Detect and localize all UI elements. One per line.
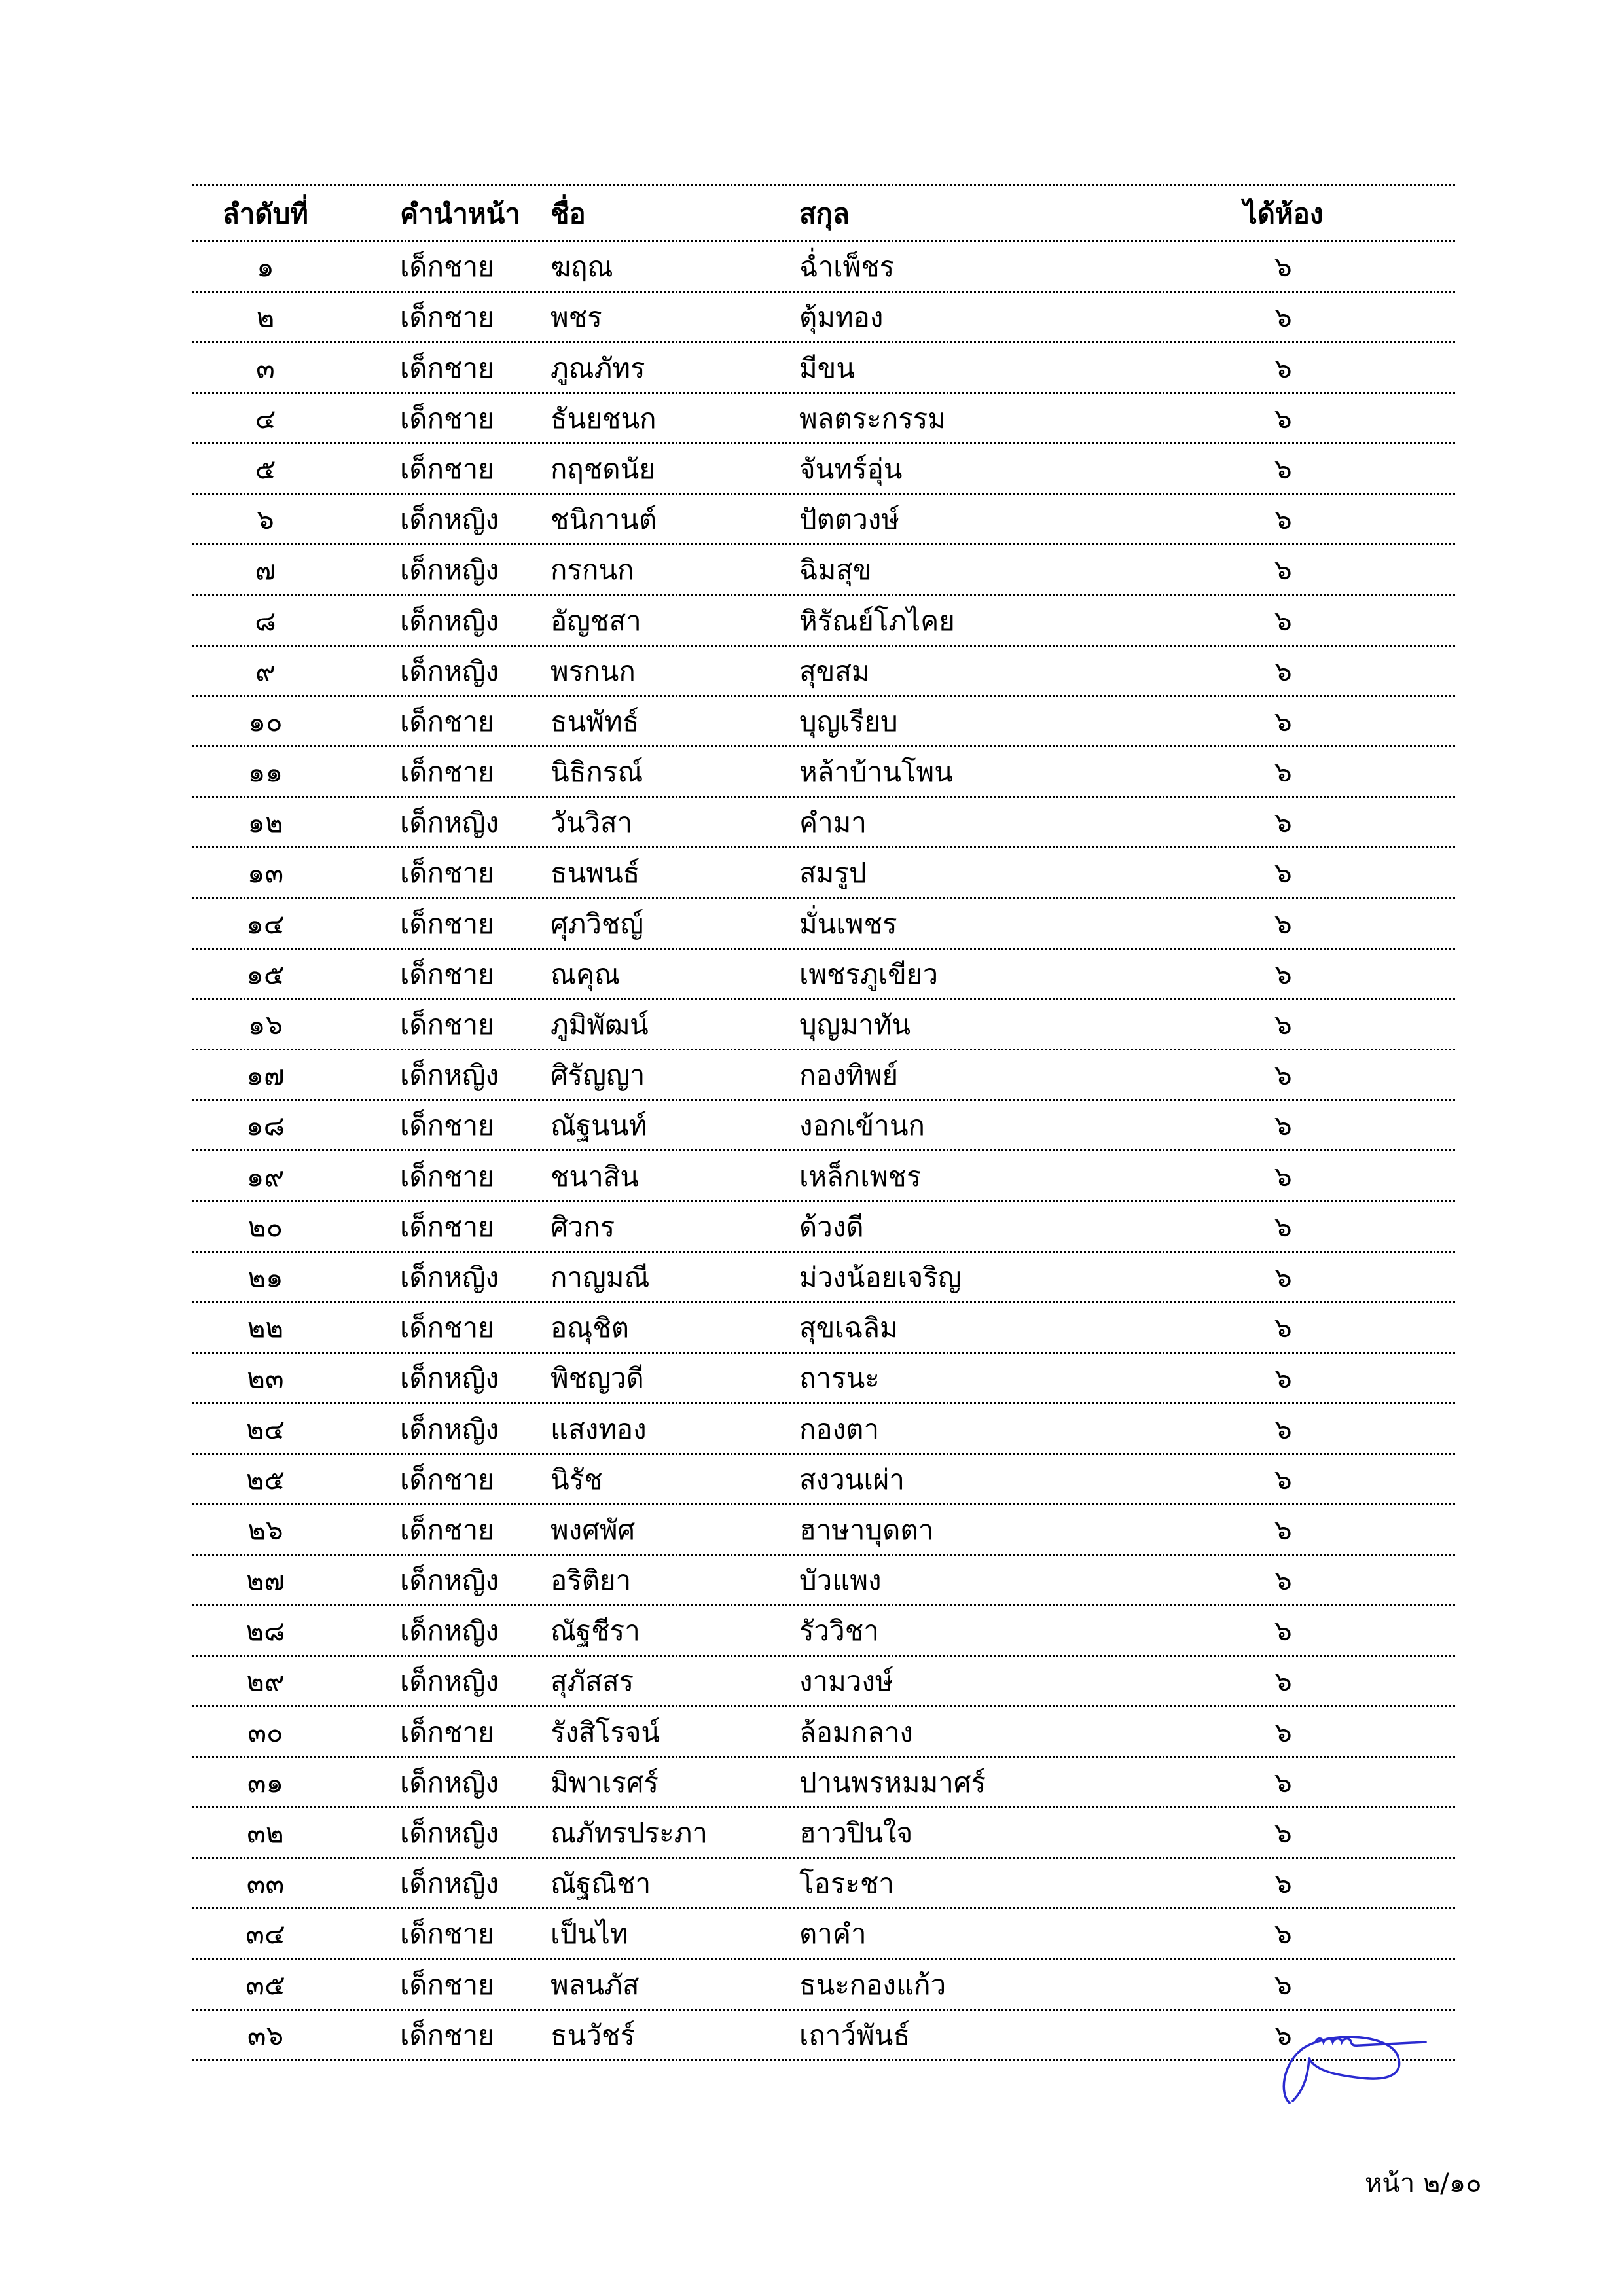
row-prefix: เด็กชาย [400, 1463, 494, 1496]
row-room: ๖ [1274, 756, 1292, 789]
row-surname: มั่นเพชร [799, 907, 897, 940]
table-row [192, 848, 1455, 899]
row-surname: สมรูป [799, 857, 867, 889]
row-prefix: เด็กหญิง [400, 1867, 499, 1900]
row-first-name: พงศพัศ [550, 1513, 636, 1546]
table-row [192, 1404, 1455, 1454]
row-room: ๖ [1274, 857, 1292, 889]
table-row [192, 1556, 1455, 1606]
row-prefix: เด็กหญิง [400, 1412, 499, 1445]
row-number: ๒๔ [245, 1412, 285, 1445]
row-first-name: อริติยา [550, 1564, 632, 1597]
row-number: ๓๒ [247, 1817, 284, 1849]
row-room: ๖ [1274, 1564, 1292, 1597]
row-number: ๓๔ [245, 1918, 285, 1950]
row-first-name: ฆฤณ [550, 251, 613, 283]
row-number: ๑๖ [247, 1009, 283, 1041]
row-first-name: เป็นไท [550, 1918, 628, 1950]
row-room: ๖ [1274, 1210, 1292, 1243]
row-room: ๖ [1274, 1766, 1292, 1799]
row-surname: โอระชา [799, 1867, 894, 1900]
row-room: ๖ [1274, 503, 1292, 536]
table-row [192, 293, 1455, 343]
row-surname: บุญเรียบ [799, 705, 898, 738]
row-surname: เหล็กเพชร [799, 1160, 922, 1193]
row-number: ๑๗ [246, 1059, 285, 1092]
row-prefix: เด็กหญิง [400, 1665, 499, 1698]
row-room: ๖ [1274, 705, 1292, 738]
row-room: ๖ [1274, 1463, 1292, 1496]
row-first-name: พิชญวดี [550, 1362, 644, 1395]
row-prefix: เด็กหญิง [400, 806, 499, 839]
table-row [192, 1151, 1455, 1202]
table-row [192, 647, 1455, 697]
table-row [192, 1101, 1455, 1151]
row-room: ๖ [1274, 604, 1292, 637]
row-surname: กองตา [799, 1412, 880, 1445]
row-prefix: เด็กชาย [400, 1918, 494, 1950]
row-prefix: เด็กชาย [400, 351, 494, 384]
row-surname: ฉิมสุข [799, 554, 872, 586]
row-surname: กองทิพย์ [799, 1059, 899, 1092]
row-first-name: กรกนก [550, 554, 634, 586]
row-room: ๖ [1274, 1715, 1292, 1748]
row-first-name: ณัฐชีรา [550, 1615, 640, 1647]
row-room: ๖ [1274, 1312, 1292, 1344]
row-number: ๑๒ [247, 806, 283, 839]
row-prefix: เด็กหญิง [400, 1261, 499, 1293]
row-room: ๖ [1274, 301, 1292, 334]
row-first-name: อณุชิต [550, 1312, 629, 1344]
row-room: ๖ [1274, 1968, 1292, 2001]
row-first-name: พชร [550, 301, 602, 334]
row-prefix: เด็กชาย [400, 1160, 494, 1193]
row-surname: สุขสม [799, 655, 870, 687]
row-room: ๖ [1274, 1867, 1292, 1900]
table-row [192, 1960, 1455, 2010]
table-row [192, 394, 1455, 444]
table-row [192, 1909, 1455, 1960]
row-first-name: ชนาสิน [550, 1160, 640, 1193]
row-number: ๒๘ [245, 1615, 285, 1647]
table-row [192, 1050, 1455, 1101]
row-first-name: อัญชสา [550, 604, 641, 637]
row-number: ๒๗ [245, 1564, 285, 1597]
table-row [192, 1202, 1455, 1253]
row-prefix: เด็กชาย [400, 452, 494, 485]
row-prefix: เด็กชาย [400, 251, 494, 283]
table-row [192, 444, 1455, 495]
row-surname: สงวนเผ่า [799, 1463, 905, 1496]
row-surname: หล้าบ้านโพน [799, 756, 953, 789]
row-first-name: ภูณภัทร [550, 351, 645, 384]
row-surname: หิรัณย์โภไคย [799, 604, 955, 637]
row-prefix: เด็กชาย [400, 1109, 494, 1142]
table-row [192, 1455, 1455, 1505]
row-prefix: เด็กชาย [400, 1715, 494, 1748]
row-surname: ม่วงน้อยเจริญ [799, 1261, 962, 1293]
row-number: ๔ [255, 402, 276, 435]
table-row [192, 242, 1455, 293]
row-surname: ล้อมกลาง [799, 1715, 913, 1748]
header-name: ชื่อ [550, 198, 586, 230]
table-row [192, 1707, 1455, 1757]
table-row [192, 495, 1455, 545]
row-number: ๓๐ [247, 1715, 283, 1748]
table-row [192, 798, 1455, 848]
row-room: ๖ [1274, 1362, 1292, 1395]
row-surname: มีขน [799, 351, 856, 384]
header-prefix: คำนำหน้า [400, 198, 520, 230]
row-first-name: ณัฐนนท์ [550, 1109, 647, 1142]
row-prefix: เด็กชาย [400, 1513, 494, 1546]
row-prefix: เด็กชาย [400, 756, 494, 789]
table-row [192, 1606, 1455, 1657]
row-number: ๒๒ [247, 1312, 284, 1344]
header-number: ลำดับที่ [223, 198, 308, 230]
row-surname: ธนะกองแก้ว [799, 1968, 947, 2001]
table-row [192, 1354, 1455, 1404]
row-room: ๖ [1274, 402, 1292, 435]
table-row [192, 1808, 1455, 1859]
row-room: ๖ [1274, 1665, 1292, 1698]
header-surname: สกุล [799, 198, 850, 230]
row-prefix: เด็กชาย [400, 705, 494, 738]
row-first-name: นิรัช [550, 1463, 603, 1496]
table-row [192, 2011, 1455, 2061]
row-prefix: เด็กหญิง [400, 1817, 499, 1849]
row-number: ๘ [255, 604, 276, 637]
row-number: ๑๘ [245, 1109, 285, 1142]
row-prefix: เด็กชาย [400, 1968, 494, 2001]
row-room: ๖ [1274, 907, 1292, 940]
table-row [192, 747, 1455, 798]
row-first-name: กฤชดนัย [550, 452, 655, 485]
row-room: ๖ [1274, 1513, 1292, 1546]
table-row [192, 1758, 1455, 1808]
row-surname: ตาคำ [799, 1918, 867, 1950]
row-surname: งามวงษ์ [799, 1665, 893, 1698]
row-number: ๑๔ [246, 907, 285, 940]
row-number: ๓๕ [245, 1968, 285, 2001]
row-number: ๒ [256, 301, 275, 334]
row-room: ๖ [1274, 1109, 1292, 1142]
row-prefix: เด็กชาย [400, 907, 494, 940]
row-number: ๒๑ [247, 1261, 283, 1293]
row-prefix: เด็กชาย [400, 1210, 494, 1243]
signature [1276, 2026, 1434, 2104]
row-surname: ฮาวปินใจ [799, 1817, 913, 1849]
row-first-name: ธนพัทธ์ [550, 705, 640, 738]
row-surname: จันทร์อุ่น [799, 452, 903, 485]
row-first-name: วันวิสา [550, 806, 633, 839]
row-number: ๒๐ [247, 1210, 283, 1243]
row-first-name: ศิวกร [550, 1210, 615, 1243]
row-room: ๖ [1274, 1160, 1292, 1193]
row-room: ๖ [1274, 1059, 1292, 1092]
student-room-table [192, 184, 1455, 2061]
row-first-name: พรกนก [550, 655, 636, 687]
row-surname: บัวแพง [799, 1564, 882, 1597]
row-number: ๑ [257, 251, 274, 283]
row-prefix: เด็กหญิง [400, 503, 499, 536]
row-number: ๑๐ [248, 705, 283, 738]
row-surname: สุขเฉลิม [799, 1312, 898, 1344]
row-prefix: เด็กชาย [400, 402, 494, 435]
row-room: ๖ [1274, 1817, 1292, 1849]
row-number: ๒๙ [246, 1665, 285, 1698]
row-prefix: เด็กชาย [400, 301, 494, 334]
row-prefix: เด็กหญิง [400, 554, 499, 586]
row-surname: เพชรภูเขียว [799, 958, 939, 990]
row-first-name: ณภัทรประภา [550, 1817, 708, 1849]
row-surname: ปานพรหมมาศร์ [799, 1766, 986, 1799]
table-header-row [192, 184, 1455, 242]
table-row [192, 343, 1455, 393]
table-row [192, 545, 1455, 596]
row-room: ๖ [1274, 1615, 1292, 1647]
row-room: ๖ [1274, 655, 1292, 687]
row-surname: งอกเข้านก [799, 1109, 925, 1142]
row-surname: ฉ่ำเพ็ชร [799, 251, 895, 283]
table-body [192, 242, 1455, 2061]
row-room: ๖ [1274, 251, 1292, 283]
row-room: ๖ [1274, 351, 1292, 384]
row-surname: บุญมาทัน [799, 1009, 911, 1041]
row-first-name: ณคุณ [550, 958, 621, 990]
row-room: ๖ [1274, 1918, 1292, 1950]
row-prefix: เด็กชาย [400, 857, 494, 889]
row-first-name: ศุภวิชญ์ [550, 907, 644, 940]
row-prefix: เด็กหญิง [400, 1615, 499, 1647]
row-number: ๓๖ [247, 2018, 284, 2051]
row-number: ๒๖ [247, 1513, 283, 1546]
row-number: ๗ [255, 554, 276, 586]
table-row [192, 1303, 1455, 1354]
table-row [192, 899, 1455, 949]
row-room: ๖ [1274, 2018, 1292, 2051]
row-surname: พลตระกรรม [799, 402, 947, 435]
row-surname: ตุ้มทอง [799, 301, 884, 334]
row-number: ๑๙ [246, 1160, 285, 1193]
row-first-name: ภูมิพัฒน์ [550, 1009, 649, 1041]
table-row [192, 1859, 1455, 1909]
row-number: ๓๓ [246, 1867, 285, 1900]
row-first-name: ธนวัชร์ [550, 2018, 635, 2051]
row-number: ๖ [257, 503, 274, 536]
row-number: ๑๓ [247, 857, 284, 889]
header-room: ได้ห้อง [1243, 198, 1324, 230]
row-room: ๖ [1274, 1009, 1292, 1041]
row-room: ๖ [1274, 958, 1292, 990]
row-number: ๑๕ [246, 958, 285, 990]
row-surname: คำมา [799, 806, 867, 839]
row-first-name: แสงทอง [550, 1412, 647, 1445]
row-prefix: เด็กชาย [400, 1009, 494, 1041]
row-first-name: รังสิโรจน์ [550, 1715, 660, 1748]
row-first-name: พลนภัส [550, 1968, 640, 2001]
row-first-name: ธันยชนก [550, 402, 657, 435]
row-first-name: ธนพนธ์ [550, 857, 640, 889]
table-row [192, 950, 1455, 1000]
table-row [192, 697, 1455, 747]
page-number: หน้า ๒/๑๐ [1365, 2168, 1482, 2198]
row-number: ๓ [256, 351, 275, 384]
row-prefix: เด็กหญิง [400, 1564, 499, 1597]
row-prefix: เด็กหญิง [400, 1059, 499, 1092]
table-row [192, 1000, 1455, 1050]
table-row [192, 1657, 1455, 1707]
row-prefix: เด็กชาย [400, 958, 494, 990]
row-first-name: ศิรัญญา [550, 1059, 645, 1092]
row-number: ๙ [255, 655, 276, 687]
row-first-name: นิธิกรณ์ [550, 756, 643, 789]
signature-stroke [1284, 2037, 1426, 2103]
row-number: ๕ [255, 452, 276, 485]
row-prefix: เด็กหญิง [400, 1766, 499, 1799]
row-number: ๓๑ [247, 1766, 284, 1799]
row-prefix: เด็กชาย [400, 2018, 494, 2051]
row-surname: เถาว์พันธ์ [799, 2018, 910, 2051]
table-row [192, 596, 1455, 646]
row-number: ๒๕ [245, 1463, 285, 1496]
row-surname: ถารนะ [799, 1362, 880, 1395]
row-room: ๖ [1274, 1412, 1292, 1445]
row-number: ๑๑ [247, 756, 283, 789]
row-prefix: เด็กชาย [400, 1312, 494, 1344]
row-room: ๖ [1274, 554, 1292, 586]
row-surname: ด้วงดี [799, 1210, 864, 1243]
row-first-name: มิพาเรศร์ [550, 1766, 659, 1799]
row-surname: ปัตตวงษ์ [799, 503, 899, 536]
row-number: ๒๓ [247, 1362, 284, 1395]
row-first-name: สุภัสสร [550, 1665, 634, 1698]
row-first-name: ณัฐณิชา [550, 1867, 651, 1900]
row-prefix: เด็กหญิง [400, 604, 499, 637]
row-room: ๖ [1274, 806, 1292, 839]
row-surname: ฮาษาบุดตา [799, 1513, 934, 1546]
row-prefix: เด็กหญิง [400, 1362, 499, 1395]
table-row [192, 1505, 1455, 1556]
row-surname: รัววิชา [799, 1615, 879, 1647]
table-row [192, 1253, 1455, 1303]
row-first-name: ชนิกานต์ [550, 503, 657, 536]
row-room: ๖ [1274, 1261, 1292, 1293]
row-first-name: กาญมณี [550, 1261, 650, 1293]
row-prefix: เด็กหญิง [400, 655, 499, 687]
row-room: ๖ [1274, 452, 1292, 485]
